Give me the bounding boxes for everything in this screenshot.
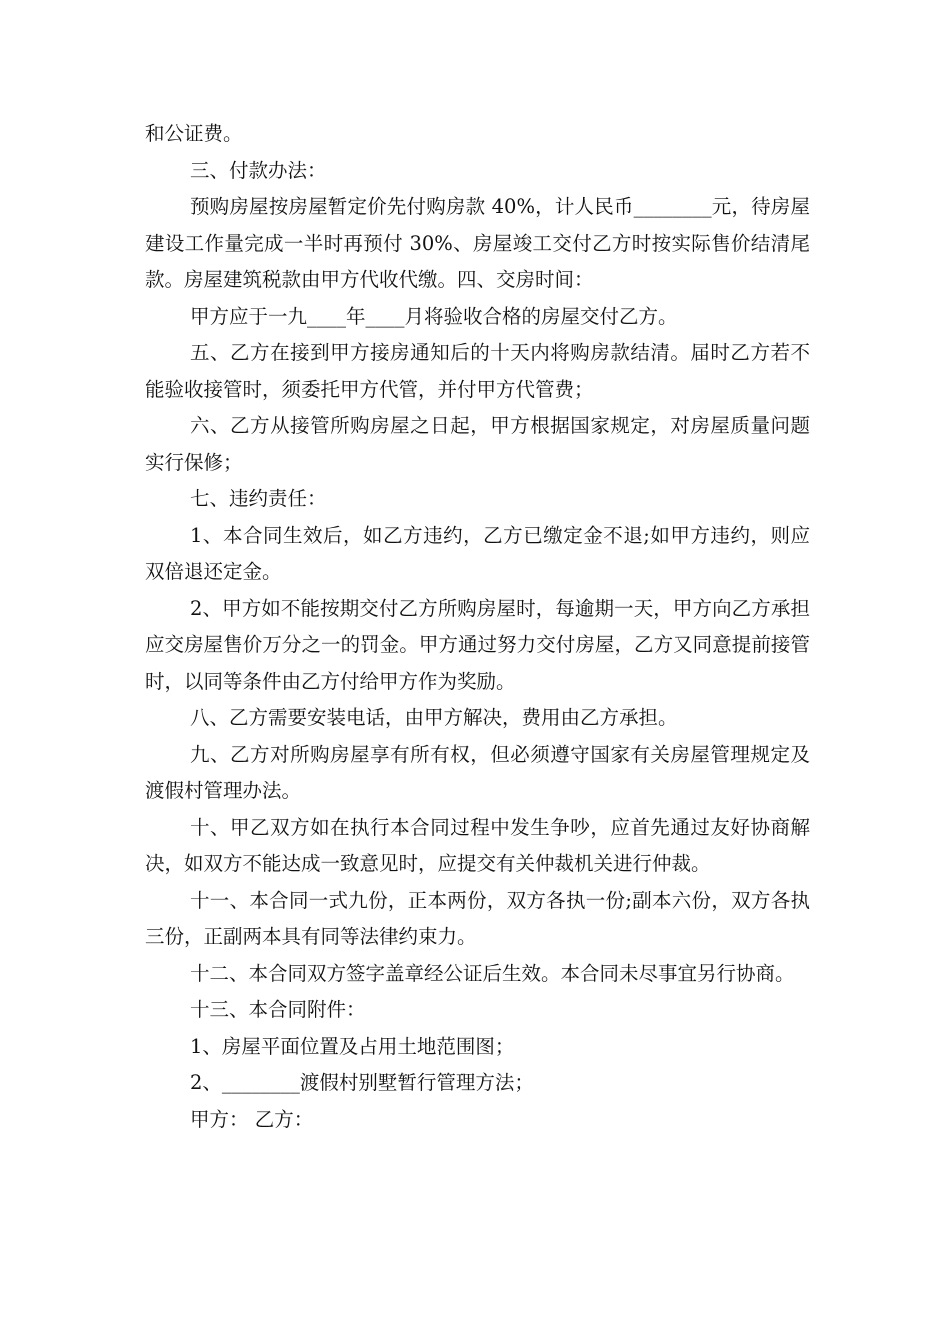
clause-ten: 十、甲乙双方如在执行本合同过程中发生争吵，应首先通过友好协商解决，如双方不能达成一致意见时，应提交有关仲裁机关进行仲裁。 xyxy=(145,815,810,875)
contract-body xyxy=(145,116,810,1138)
paragraph-payment-terms: 预购房屋按房屋暂定价先付购房款 40%，计人民币________元，待房屋建设工作量完成一半时再预付 30%、房屋竣工交付乙方时按实际售价结清尾款。房屋建筑税款由甲方代收代缴。四、交房时间： xyxy=(145,195,810,291)
heading-payment-method: 三、付款办法： xyxy=(190,158,327,182)
attachment-item-2: 2、________渡假村别墅暂行管理方法； xyxy=(190,1071,534,1094)
clause-eight: 八、乙方需要安装电话，由甲方解决，费用由乙方承担。 xyxy=(190,706,678,729)
breach-item-2: 2、甲方如不能按期交付乙方所购房屋时，每逾期一天，甲方向乙方承担应交房屋售价万分之一的罚金。甲方通过努力交付房屋，乙方又同意提前接管时，以同等条件由乙方付给甲方作为奖励。 xyxy=(145,596,810,693)
paragraph-delivery-date: 甲方应于一九____年____月将验收合格的房屋交付乙方。 xyxy=(190,304,678,328)
heading-breach-liability: 七、违约责任： xyxy=(190,487,327,510)
signature-line: 甲方： 乙方： xyxy=(190,1107,314,1131)
clause-nine: 九、乙方对所购房屋享有所有权，但必须遵守国家有关房屋管理规定及渡假村管理办法。 xyxy=(145,742,810,802)
clause-six: 六、乙方从接管所购房屋之日起，甲方根据国家规定，对房屋质量问题实行保修； xyxy=(145,414,810,474)
clause-eleven: 十一、本合同一式九份，正本两份，双方各执一份;副本六份，双方各执三份，正副两本具有同等法律约束力。 xyxy=(145,888,810,948)
clause-five: 五、乙方在接到甲方接房通知后的十天内将购房款结清。届时乙方若不能验收接管时，须委托甲方代管，并付甲方代管费； xyxy=(145,341,810,401)
breach-item-1: 1、本合同生效后，如乙方违约，乙方已缴定金不退;如甲方违约，则应双倍退还定金。 xyxy=(145,523,810,583)
attachment-item-1: 1、房屋平面位置及占用土地范围图； xyxy=(190,1034,515,1058)
paragraph-notary-fee: 和公证费。 xyxy=(145,122,243,145)
clause-twelve: 十二、本合同双方签字盖章经公证后生效。本合同未尽事宜另行协商。 xyxy=(190,961,795,985)
heading-attachments: 十三、本合同附件： xyxy=(190,998,366,1021)
